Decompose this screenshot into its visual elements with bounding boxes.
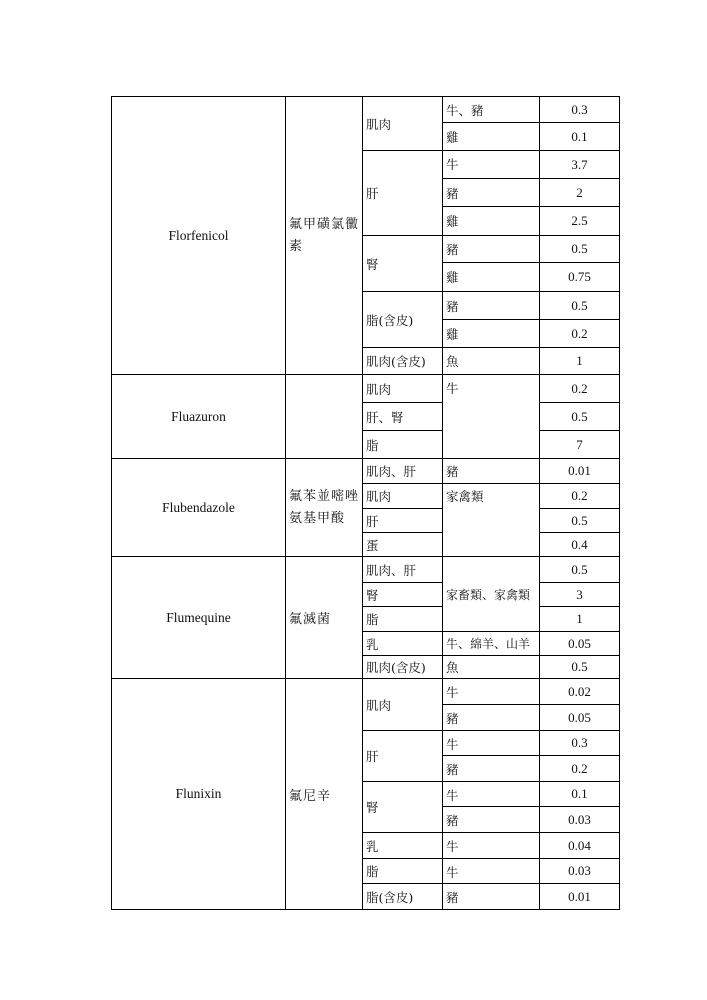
species-cell: 魚 (446, 660, 459, 675)
species-cell: 家畜類、家禽類 (446, 587, 531, 602)
species-cell: 豬 (446, 242, 459, 257)
drug-name: Fluazuron (171, 408, 226, 424)
species-cell: 雞 (446, 270, 459, 285)
species-cell: 牛 (446, 865, 459, 880)
tissue-cell: 肝、腎 (366, 409, 404, 425)
tissue-cell: 肌肉 (366, 381, 392, 397)
species-cell: 牛 (446, 839, 459, 854)
mrl-value: 7 (576, 436, 583, 452)
mrl-value: 3.7 (571, 156, 588, 172)
tissue-cell: 肌肉、肝 (366, 562, 417, 578)
tissue-cell: 腎 (366, 800, 379, 815)
species-cell: 牛、豬 (446, 103, 484, 118)
species-cell: 豬 (446, 185, 459, 201)
drug-chinese-name: 氟滅菌 (289, 612, 332, 627)
mrl-value: 0.5 (571, 297, 588, 313)
tissue-cell: 蛋 (366, 537, 379, 553)
mrl-value: 0.4 (571, 536, 588, 552)
mrl-value: 0.5 (571, 241, 588, 256)
tissue-cell: 肌肉(含皮) (366, 660, 426, 675)
species-cell: 魚 (446, 354, 459, 369)
tissue-cell: 肌肉(含皮) (366, 354, 426, 369)
mrl-value: 0.5 (571, 659, 588, 674)
species-cell: 牛 (446, 157, 459, 172)
species-cell: 豬 (446, 710, 459, 726)
mrl-value: 0.5 (571, 512, 588, 528)
tissue-cell: 脂(含皮) (366, 889, 414, 905)
species-cell: 牛 (446, 381, 459, 396)
species-cell: 雞 (446, 326, 459, 342)
tissue-cell: 肝 (366, 513, 379, 529)
species-cell: 豬 (446, 890, 459, 905)
species-cell: 雞 (446, 129, 459, 145)
species-cell: 豬 (446, 761, 459, 777)
tissue-cell: 脂 (366, 864, 379, 879)
mrl-value: 0.1 (571, 128, 588, 144)
drug-chinese-name: 氟甲磺氯黴素 (289, 216, 359, 254)
mrl-value: 2.5 (571, 213, 588, 228)
species-cell: 豬 (446, 812, 459, 828)
species-cell: 牛 (446, 685, 459, 700)
mrl-value: 0.3 (571, 101, 588, 117)
table-border-bottom (111, 909, 620, 910)
tissue-cell: 肌肉 (366, 116, 392, 132)
tissue-cell: 乳 (366, 838, 379, 854)
species-cell: 豬 (446, 298, 459, 314)
mrl-value: 1 (576, 353, 583, 368)
tissue-cell: 腎 (366, 587, 379, 603)
species-cell: 牛 (446, 788, 459, 803)
mrl-value: 0.04 (568, 837, 591, 853)
tissue-cell: 脂(含皮) (366, 312, 414, 328)
tissue-cell: 肝 (366, 749, 379, 764)
drug-chinese-name (286, 375, 361, 458)
tissue-cell: 腎 (366, 256, 379, 272)
mrl-value: 0.03 (568, 811, 591, 827)
species-cell: 牛、綿羊、山羊 (446, 637, 531, 651)
mrl-value: 0.2 (571, 760, 588, 776)
mrl-value: 0.5 (571, 561, 588, 577)
mrl-value: 0.1 (571, 786, 588, 801)
species-cell: 豬 (446, 464, 459, 479)
drug-chinese-name: 氟尼辛 (289, 788, 332, 804)
mrl-value: 0.2 (571, 325, 588, 341)
tissue-cell: 脂 (366, 437, 379, 453)
mrl-value: 0.05 (568, 709, 591, 725)
drug-chinese-name: 氟苯並嘧唑氨基甲酸 (289, 488, 360, 526)
tissue-cell: 肌肉 (366, 489, 392, 504)
mrl-value: 0.3 (571, 735, 588, 750)
tissue-cell: 肝 (366, 186, 379, 201)
mrl-value: 0.02 (568, 683, 591, 699)
mrl-value: 3 (576, 586, 583, 602)
mrl-value: 0.2 (571, 380, 588, 396)
tissue-cell: 肌肉、肝 (366, 464, 417, 479)
species-cell: 家禽類 (446, 489, 484, 504)
tissue-cell: 肌肉 (366, 697, 392, 713)
mrl-value: 0.01 (568, 888, 591, 904)
mrl-value: 0.5 (571, 408, 588, 424)
drug-name: Flubendazole (162, 499, 235, 515)
tissue-cell: 乳 (366, 636, 379, 652)
mrl-value: 2 (576, 184, 583, 200)
mrl-value: 0.05 (568, 635, 591, 651)
species-cell: 牛 (446, 737, 459, 752)
table-border-right (619, 96, 620, 910)
tissue-cell: 脂 (366, 612, 379, 627)
drug-name: Flunixin (175, 786, 222, 801)
mrl-value: 0.01 (568, 463, 591, 478)
mrl-value: 0.75 (568, 269, 591, 284)
mrl-value: 1 (576, 611, 583, 626)
mrl-value: 0.2 (571, 488, 588, 503)
species-cell: 雞 (446, 214, 459, 229)
drug-name: Flumequine (166, 609, 231, 625)
mrl-value: 0.03 (568, 863, 591, 878)
drug-name: Florfenicol (168, 227, 229, 243)
